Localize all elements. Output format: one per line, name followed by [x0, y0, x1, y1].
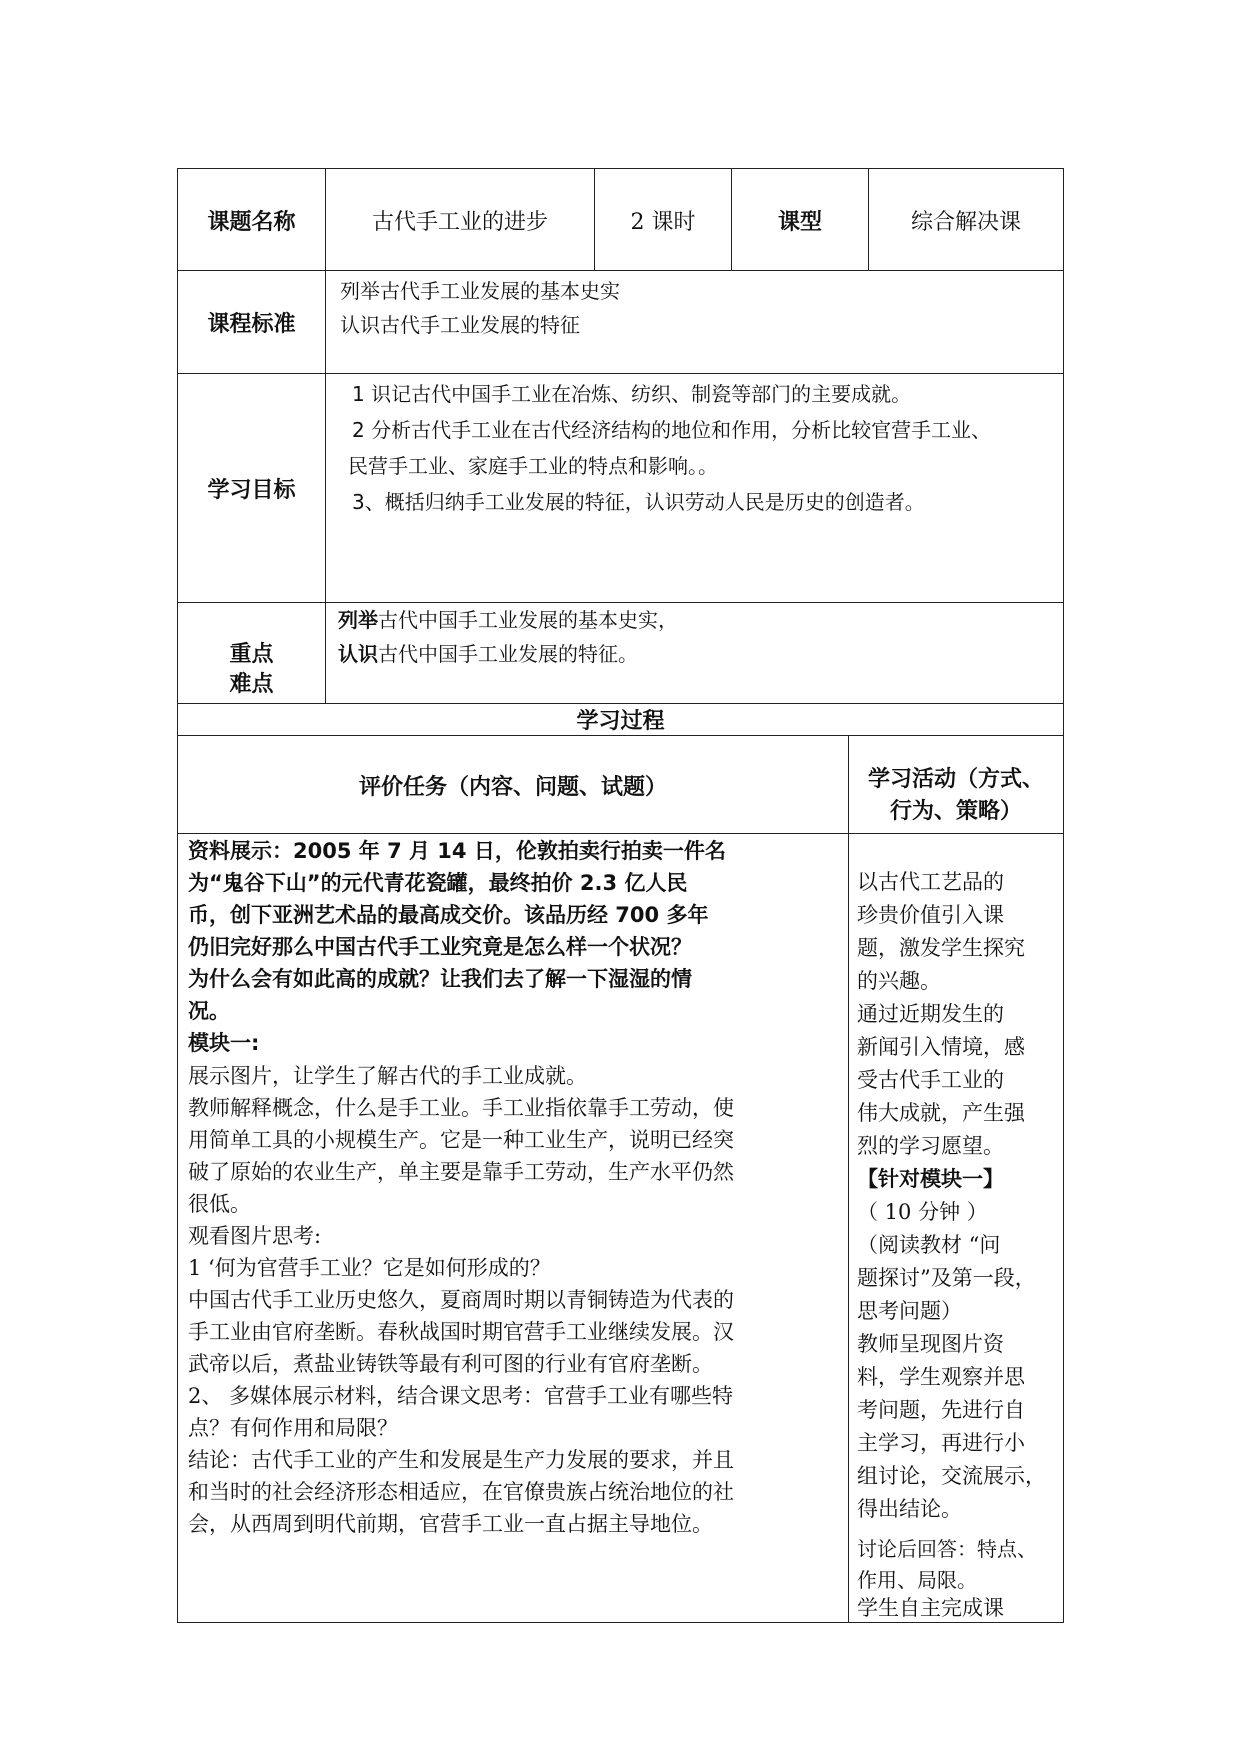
material-line: 币，创下亚洲艺术品的最高成交价。该品历经 700 多年: [188, 903, 709, 927]
standard-line: 认识古代手工业发展的特征: [340, 313, 580, 337]
material-line: 仍旧完好那么中国古代手工业究竟是怎么样一个状况？: [188, 935, 692, 959]
evaluation-header: 评价任务（内容、问题、试题）: [358, 774, 667, 800]
body-line: 结论：古代手工业的产生和发展是生产力发展的要求，并且: [188, 1448, 734, 1472]
material-line: 为“鬼谷下山”的元代青花瓷罐，最终拍价 2.3 亿人民: [188, 871, 688, 895]
row-divider: [177, 602, 1064, 603]
activity-line: 思考问题）: [857, 1299, 962, 1323]
activity-line: 新闻引入情境，感: [857, 1035, 1025, 1059]
body-line: 观看图片思考:: [188, 1224, 322, 1248]
activity-line: 题探讨”及第一段，: [857, 1266, 1036, 1290]
body-line: 手工业由官府垄断。春秋战国时期官营手工业继续发展。汉: [188, 1320, 734, 1344]
body-line: 破了原始的农业生产，单主要是靠手工劳动，生产水平仍然: [188, 1160, 734, 1184]
activity-content: [857, 866, 1061, 1526]
activity-line: 的兴趣。: [857, 969, 941, 993]
objectives-content: [348, 376, 1057, 520]
key-point-line: [338, 638, 1053, 672]
body-line: 2、 多媒体展示材料，结合课文思考：官营手工业有哪些特: [188, 1384, 734, 1408]
key-points-label: [178, 604, 325, 703]
type-value: 综合解决课: [910, 209, 1021, 235]
activity-line: 主学习，再进行小: [857, 1431, 1025, 1455]
key-point-text: 古代中国手工业发展的特征。: [378, 642, 638, 666]
row-divider: [177, 735, 1064, 736]
activity-discussion: [857, 1534, 1061, 1596]
body-line: 会，从西周到明代前期，官营手工业一直占据主导地位。: [188, 1512, 713, 1536]
difficulty-label: 难点: [229, 672, 274, 697]
class-hours: 2 课时: [630, 209, 696, 235]
activity-line: （ 10 分钟 ）: [857, 1200, 988, 1224]
table-border-right: [1063, 168, 1064, 1623]
module-one-label: 【针对模块一】: [857, 1167, 1004, 1191]
activity-line: 通过近期发生的: [857, 1002, 1004, 1026]
col-divider: [848, 735, 849, 1622]
key-points-content: [338, 604, 1053, 672]
activity-line: 料，学生观察并思: [857, 1365, 1025, 1389]
key-point-text: 古代中国手工业发展的基本史实，: [378, 608, 678, 632]
body-line: 武帝以后，煮盐业铸铁等最有利可图的行业有官府垄断。: [188, 1352, 713, 1376]
module-heading: 模块一:: [188, 1031, 260, 1055]
activity-line: 得出结论。: [857, 1497, 962, 1521]
body-line: 教师解释概念，什么是手工业。手工业指依靠手工劳动，使: [188, 1096, 734, 1120]
objectives-label: 学习目标: [207, 478, 296, 503]
key-point-verb: 认识: [338, 642, 378, 666]
objective-line: 2 分析古代手工业在古代经济结构的地位和作用，分析比较官营手工业、: [352, 418, 992, 442]
row-divider: [177, 270, 1064, 271]
activity-header: [849, 737, 1063, 833]
objective-line: 1 识记古代中国手工业在冶炼、纺织、制瓷等部门的主要成就。: [352, 382, 912, 406]
table-border-top: [177, 168, 1064, 169]
process-title: 学习过程: [576, 709, 665, 734]
topic-value: 古代手工业的进步: [371, 209, 548, 235]
material-line: 资料展示：2005 年 7 月 14 日，伦敦拍卖行拍卖一件名: [188, 839, 726, 863]
activity-header-line: 学习活动（方式、: [867, 767, 1044, 792]
activity-header-line: 行为、策略）: [889, 799, 1022, 824]
evaluation-content: [188, 835, 843, 1059]
material-line: 为什么会有如此高的成就？让我们去了解一下湿湿的情: [188, 967, 692, 991]
activity-line: 受古代手工业的: [857, 1068, 1004, 1092]
activity-last-line: 学生自主完成课: [857, 1596, 1004, 1620]
table-border-bottom: [177, 1622, 1064, 1623]
activity-line: 作用、局限。: [857, 1568, 977, 1592]
row-divider: [177, 833, 1064, 834]
activity-line: 烈的学习愿望。: [857, 1134, 1004, 1158]
activity-line: 组讨论，交流展示，: [857, 1464, 1046, 1488]
body-line: 和当时的社会经济形态相适应，在官僚贵族占统治地位的社: [188, 1480, 734, 1504]
activity-line: 以古代工艺品的: [857, 870, 1004, 894]
standard-line: 列举古代手工业发展的基本史实: [340, 279, 620, 303]
activity-line: 伟大成就，产生强: [857, 1101, 1025, 1125]
standard-content: [340, 274, 1040, 342]
key-label: 重点: [229, 642, 274, 667]
key-point-line: [338, 604, 1053, 638]
activity-line: （阅读教材 “问: [857, 1233, 1001, 1257]
body-line: 1 ‘何为官营手工业？它是如何形成的？: [188, 1256, 551, 1280]
evaluation-body: [188, 1060, 843, 1540]
topic-label: 课题名称: [207, 209, 296, 235]
body-line: 用简单工具的小规模生产。它是一种工业生产，说明已经突: [188, 1128, 734, 1152]
activity-line: 教师呈现图片资: [857, 1332, 1004, 1356]
activity-line: 珍贵价值引入课: [857, 903, 1004, 927]
objective-line: 民营手工业、家庭手工业的特点和影响。。: [348, 454, 718, 478]
body-line: 很低。: [188, 1192, 251, 1216]
body-line: 展示图片，让学生了解古代的手工业成就。: [188, 1064, 587, 1088]
body-line: 中国古代手工业历史悠久，夏商周时期以青铜铸造为代表的: [188, 1288, 734, 1312]
standard-label: 课程标准: [207, 312, 296, 337]
type-label: 课型: [777, 209, 822, 235]
activity-line: 考问题，先进行自: [857, 1398, 1025, 1422]
key-point-verb: 列举: [338, 608, 378, 632]
body-line: 点？有何作用和局限？: [188, 1416, 398, 1440]
activity-line: 讨论后回答：特点、: [857, 1537, 1037, 1561]
row-divider: [177, 373, 1064, 374]
material-line: 况。: [188, 999, 230, 1023]
objective-line: 3、概括归纳手工业发展的特征，认识劳动人民是历史的创造者。: [352, 490, 925, 514]
activity-line: 题，激发学生探究: [857, 936, 1025, 960]
